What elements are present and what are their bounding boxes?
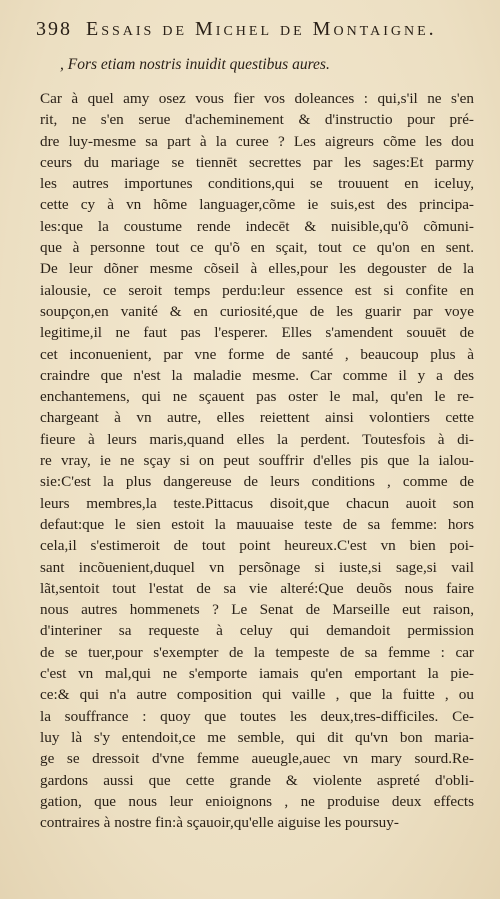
- latin-epigraph: , Fors etiam nostris inuidit questibus aures.: [60, 56, 330, 73]
- text-line: Car à quel amy osez vous fier vos doleances : qui,s'il ne s'en: [40, 90, 474, 107]
- body-text: [40, 88, 474, 833]
- text-line: De leur dõner mesme cõseil à elles,pour les degouster de la: [40, 260, 474, 278]
- text-line: c'est vn mal,qui ne s'emporte iamais qu'en emportant la pie-: [40, 665, 474, 683]
- text-line: la souffrance : quoy que toutes les deux,tres-difficiles. Ce-: [40, 707, 474, 725]
- text-line: cet inconuenient, par vne forme de santé , beaucoup plus à: [40, 345, 474, 363]
- text-line: ge se dressoit d'vne femme aueugle,auec vn mary sourd.Re-: [40, 750, 474, 768]
- text-line: nous autres hommenets ? Le Senat de Marseille eut raison,: [40, 601, 474, 619]
- text-line: lãt,sentoit tout l'estat de sa vie alteré:Que deuõs nous faire: [40, 579, 474, 597]
- text-line: les autres importunes conditions,qui se trouuent en iceluy,: [40, 175, 474, 193]
- text-line: les:que la coustume rende indecēt & nuisible,qu'õ cõmuni-: [40, 217, 474, 235]
- page-number: 398: [36, 18, 72, 40]
- text-line: craindre que n'est la maladie mesme. Car comme il y a des: [40, 366, 474, 384]
- text-line: enchantemens, qui ne sçauent pas oster le mal, qu'en le re-: [40, 388, 474, 406]
- text-line: de se tuer,pour s'exempter de la tempeste de sa femme : car: [40, 643, 474, 661]
- text-line: gardons aussi que cette grande & violente aspreté d'obli-: [40, 771, 474, 789]
- text-line: legitime,il ne faut pas l'esperer. Elles s'amendent souuēt de: [40, 324, 474, 342]
- text-line: chargeant à vn autre, elles reiettent ainsi volontiers cette: [40, 409, 474, 427]
- text-line: ialousie, ce seroit temps perdu:leur essence est si confite en: [40, 281, 474, 299]
- text-line: ce:& qui n'a autre composition qui vaille , que la fuitte , ou: [40, 686, 474, 704]
- text-line: cette cy à vn hõme languager,cõme ie suis,est des principa-: [40, 196, 474, 214]
- text-line: rit, ne s'en serue d'acheminement & d'instructio pour pré-: [40, 111, 474, 129]
- text-line: dre luy-mesme sa part à la curee ? Les aigreurs cõme les dou: [40, 132, 474, 150]
- text-line: re vray, ie ne sçay si on peut souffrir d'elles pis que la ialou-: [40, 452, 474, 470]
- text-line: ceurs du mariage se tiennēt secrettes par les sages:Et parmy: [40, 153, 474, 171]
- text-line: d'interiner sa requeste à celuy qui demandoit permission: [40, 622, 474, 640]
- text-line: cela,il s'estimeroit de tout point heureux.C'est vn bien poi-: [40, 537, 474, 555]
- text-line: defaut:que le sien estoit la mauuaise teste de sa femme: hors: [40, 515, 474, 533]
- text-line: sant incõuenient,duquel vn persõnage si iuste,si sage,si vail: [40, 558, 474, 576]
- text-line: luy là s'y entendoit,ce me semble, qui dit qu'vn bon maria-: [40, 728, 474, 746]
- running-head: Essais de Michel de Montaigne.: [86, 18, 437, 40]
- text-line: soupçon,en vanité & en curiosité,que de les guarir par voye: [40, 302, 474, 320]
- text-line: contraires à nostre fin:à sçauoir,qu'elle aiguise les poursuy-: [40, 814, 399, 832]
- text-line: gation, que nous leur enioignons , ne produise deux effects: [40, 792, 474, 810]
- text-line: leurs membres,la teste.Pittacus disoit,que chacun auoit son: [40, 494, 474, 512]
- page-header: [36, 18, 476, 48]
- text-line: sie:C'est la plus dangereuse de leurs conditions , comme de: [40, 473, 474, 491]
- text-line: fieure à leurs maris,quand elles la perdent. Toutesfois à di-: [40, 430, 474, 448]
- text-line: que à personne tout ce qu'õ en sçait, tout ce qu'on en sent.: [40, 239, 474, 257]
